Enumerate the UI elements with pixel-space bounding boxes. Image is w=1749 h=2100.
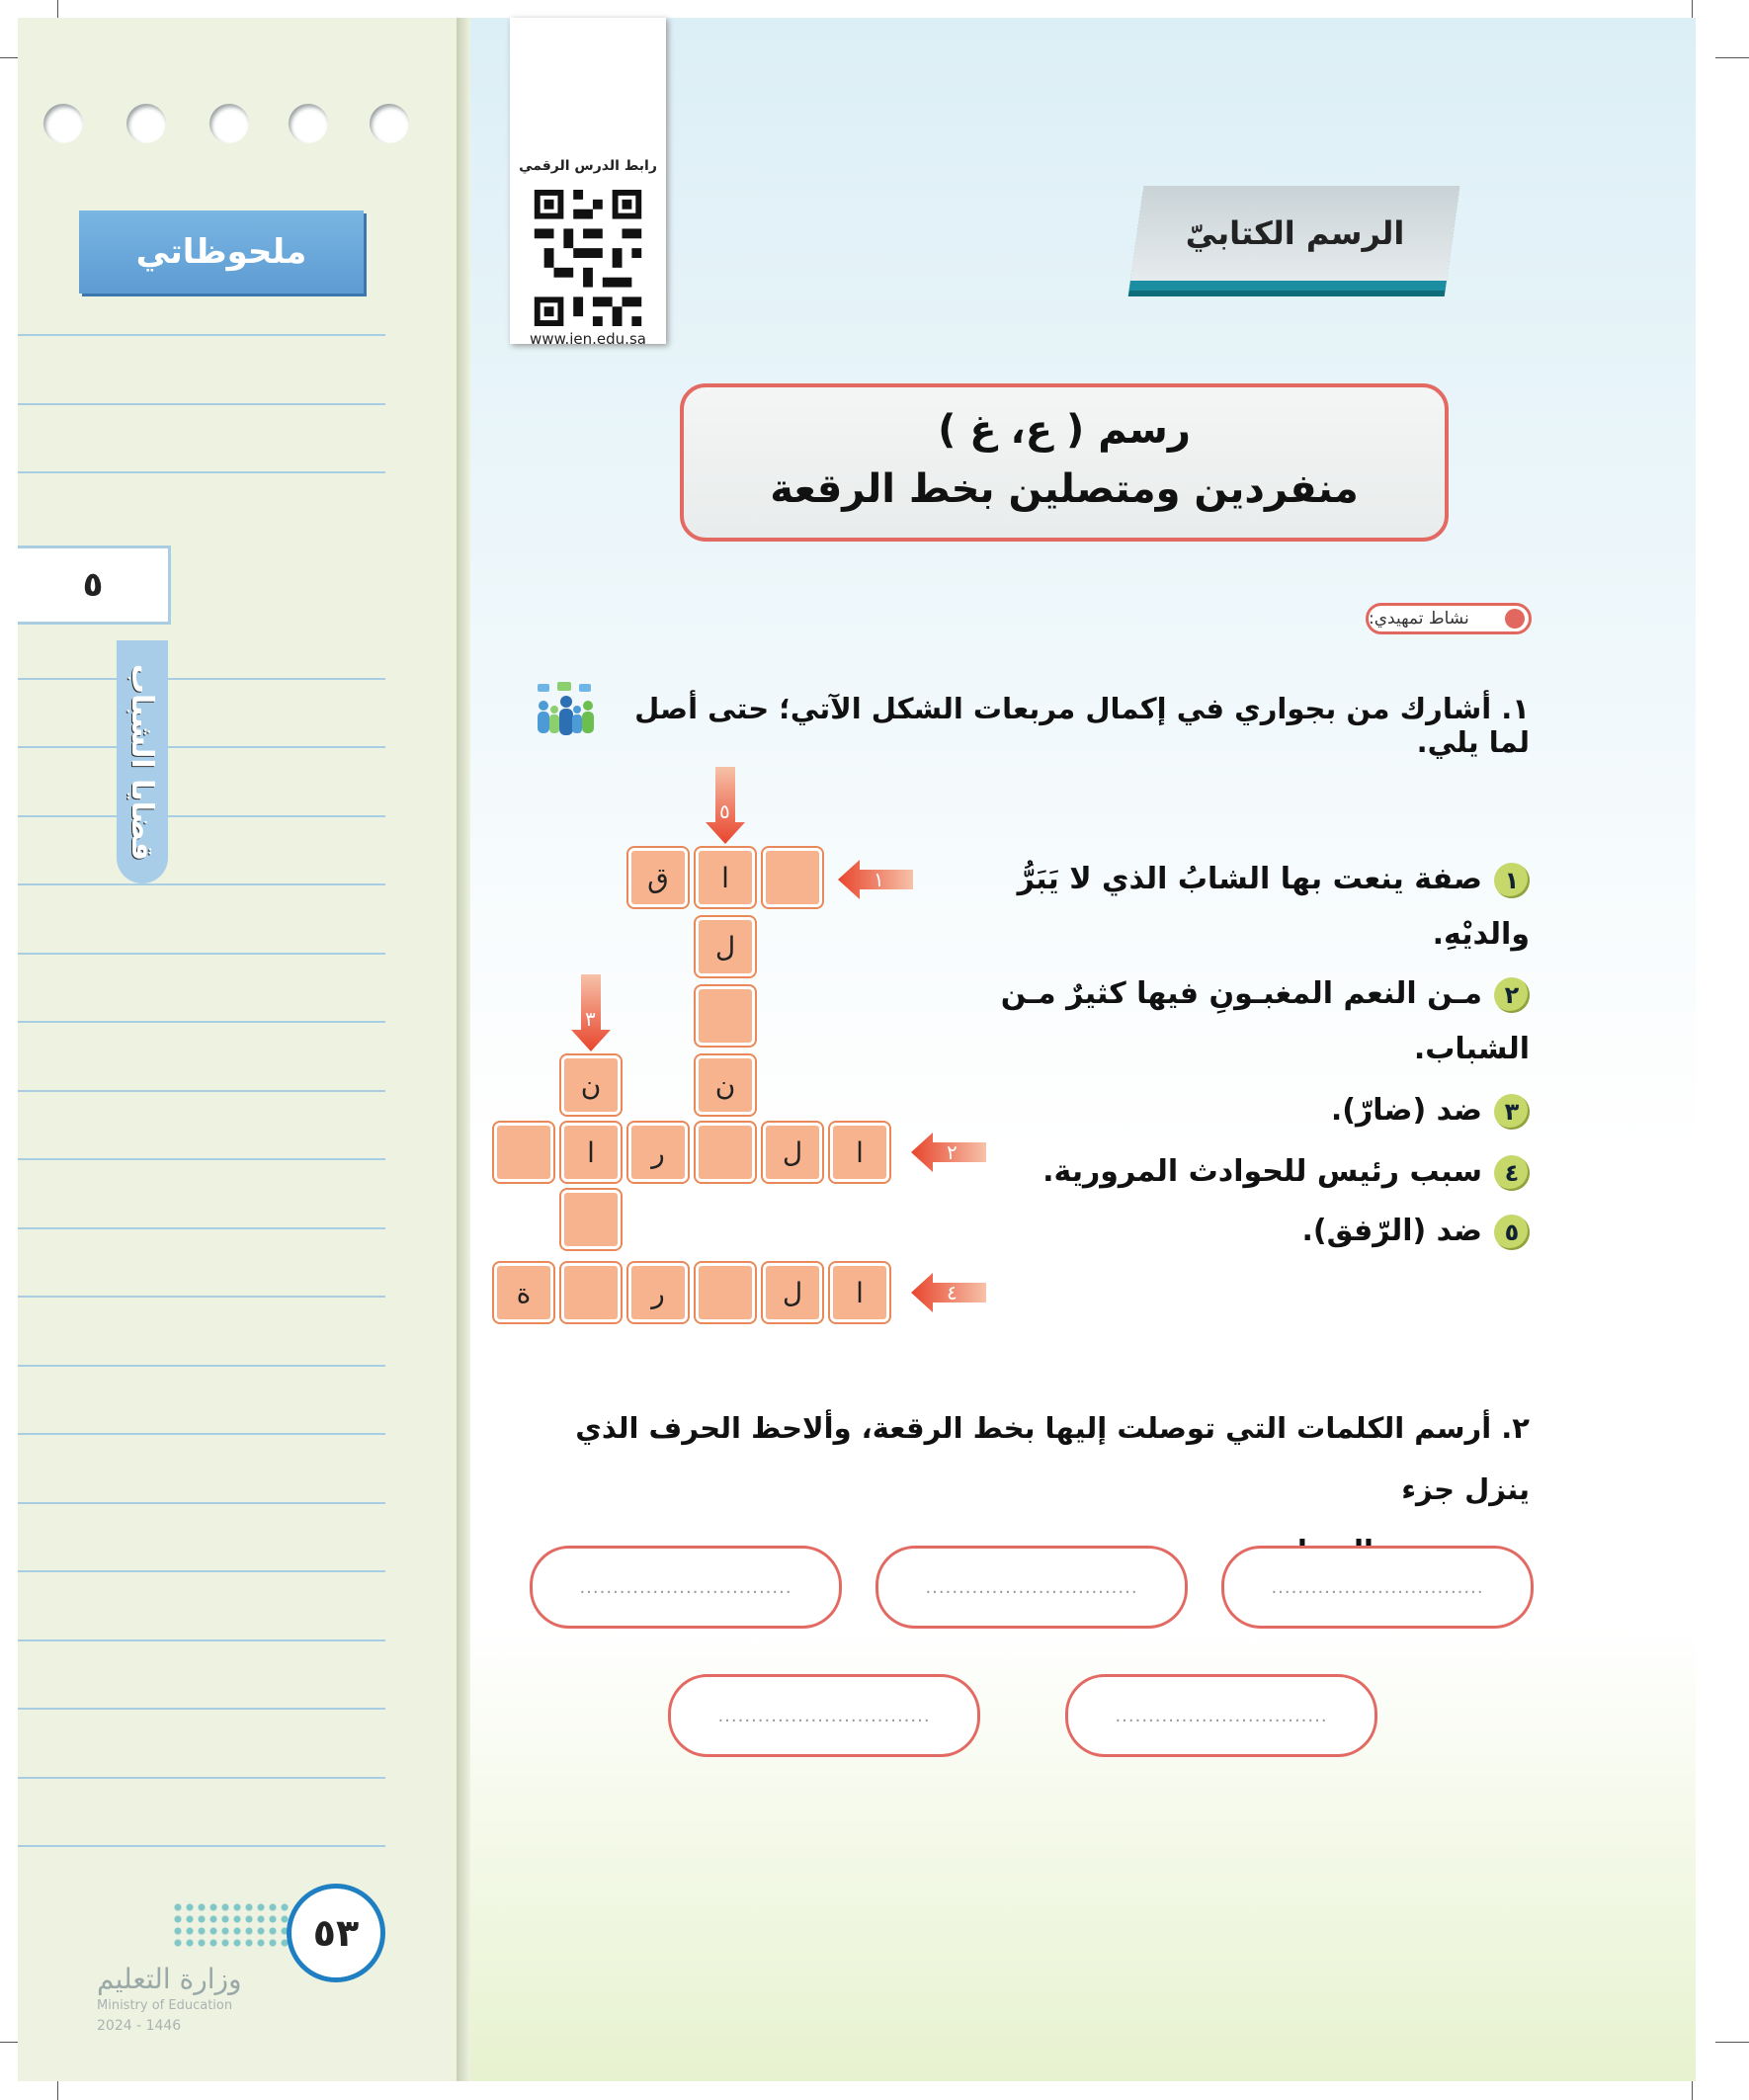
clue-number: ١ bbox=[1494, 863, 1530, 898]
crossword-cell[interactable]: ن bbox=[561, 1055, 621, 1115]
clue-text-cont: والديْهِ. bbox=[1432, 917, 1530, 952]
crossword-cell[interactable]: ا bbox=[696, 848, 755, 907]
clue-number: ٤ bbox=[1494, 1155, 1530, 1191]
crossword-cell[interactable]: ا bbox=[830, 1263, 889, 1322]
ruled-line bbox=[18, 1639, 385, 1641]
ministry-name-ar: وزارة التعليم bbox=[97, 1963, 242, 1995]
arrow-down-icon-3 bbox=[571, 974, 611, 1051]
answer-box-1[interactable]: ................................ bbox=[1221, 1546, 1534, 1629]
ruled-line bbox=[18, 1090, 385, 1092]
arrow-left-icon-4 bbox=[911, 1273, 986, 1312]
answer-box-4[interactable]: ................................ bbox=[1065, 1674, 1377, 1757]
question-2-line1: ٢. أرسم الكلمات التي توصلت إليها بخط الرقعة، وألاحظ الحرف الذي ينزل جزء bbox=[575, 1411, 1530, 1506]
crossword-cell[interactable]: ة bbox=[494, 1263, 553, 1322]
activity-dot-icon bbox=[1505, 609, 1525, 629]
ruled-line bbox=[18, 678, 385, 680]
binder-hole bbox=[209, 104, 249, 143]
ruled-line bbox=[18, 1845, 385, 1847]
ruled-line bbox=[18, 1227, 385, 1229]
section-banner bbox=[1129, 186, 1460, 291]
ministry-name-en: Ministry of Education bbox=[97, 1998, 233, 2013]
ruled-line bbox=[18, 1502, 385, 1504]
clue-text-cont: الشباب. bbox=[1413, 1032, 1530, 1066]
arrow-label-3: ٣ bbox=[585, 1007, 596, 1031]
page-number: ٥٣ bbox=[287, 1884, 385, 1982]
answer-box-3[interactable]: ................................ bbox=[530, 1546, 842, 1629]
notes-edge bbox=[457, 18, 470, 2081]
lesson-title-box bbox=[680, 383, 1449, 542]
answer-box-5[interactable]: ................................ bbox=[668, 1674, 980, 1757]
ruled-line bbox=[18, 1158, 385, 1160]
qr-url[interactable]: www.ien.edu.sa bbox=[530, 330, 646, 348]
ministry-logo-dots bbox=[172, 1901, 291, 1951]
arrow-label-5: ٥ bbox=[719, 799, 730, 823]
clue-text: ضد (الرّفق). bbox=[1301, 1214, 1482, 1248]
binder-hole bbox=[126, 104, 166, 143]
crossword-cell[interactable]: ر bbox=[628, 1263, 688, 1322]
clue-5 bbox=[996, 1204, 1530, 1259]
clue-2 bbox=[996, 966, 1530, 1077]
crossword-cell[interactable]: ر bbox=[628, 1123, 688, 1182]
clue-1 bbox=[996, 852, 1530, 963]
clue-number: ٥ bbox=[1494, 1215, 1530, 1250]
crossword-cell[interactable] bbox=[696, 1263, 755, 1322]
qr-label: رابط الدرس الرقمي bbox=[519, 158, 657, 174]
lesson-title-line1: رسم ( ع، غ ) bbox=[938, 407, 1191, 453]
clue-text: مـن النعم المغبـونِ فيها كثيرٌ مـن bbox=[1000, 976, 1482, 1011]
unit-title-tab bbox=[117, 640, 168, 883]
ruled-line bbox=[18, 1296, 385, 1298]
ruled-line bbox=[18, 1708, 385, 1710]
clue-4 bbox=[996, 1144, 1530, 1200]
activity-text: نشاط تمهيدي: bbox=[1369, 609, 1469, 629]
arrow-label-1: ١ bbox=[874, 868, 884, 891]
ruled-line bbox=[18, 1365, 385, 1367]
arrow-label-2: ٢ bbox=[947, 1140, 958, 1164]
crossword-cell[interactable]: ل bbox=[763, 1123, 822, 1182]
crossword-cell[interactable]: ا bbox=[830, 1123, 889, 1182]
qr-code-icon[interactable] bbox=[534, 190, 642, 326]
ruled-line bbox=[18, 746, 385, 748]
crossword-cell[interactable] bbox=[763, 848, 822, 907]
clue-number: ٢ bbox=[1494, 977, 1530, 1013]
ruled-line bbox=[18, 1777, 385, 1779]
clue-number: ٣ bbox=[1494, 1094, 1530, 1130]
qr-card[interactable] bbox=[510, 18, 666, 348]
ruled-line bbox=[18, 1433, 385, 1435]
clue-text: ضد (ضارّ). bbox=[1330, 1093, 1482, 1128]
crossword-cell[interactable] bbox=[696, 986, 755, 1046]
ruled-line bbox=[18, 1570, 385, 1572]
binder-hole bbox=[289, 104, 328, 143]
arrow-left-icon-1 bbox=[838, 860, 913, 899]
crossword-cell[interactable] bbox=[561, 1263, 621, 1322]
ruled-line bbox=[18, 883, 385, 885]
question-1: ١. أشارك من بجواري في إكمال مربعات الشكل الآتي؛ حتى أصل لما يلي. bbox=[634, 692, 1530, 759]
ruled-line bbox=[18, 403, 385, 405]
crossword-cell[interactable] bbox=[696, 1123, 755, 1182]
section-title: الرسم الكتابيّ bbox=[1185, 214, 1405, 252]
clue-3 bbox=[996, 1083, 1530, 1138]
crossword-cell[interactable]: ق bbox=[628, 848, 688, 907]
ruled-line bbox=[18, 334, 385, 336]
activity-label bbox=[1366, 603, 1532, 634]
answer-box-2[interactable]: ................................ bbox=[875, 1546, 1188, 1629]
crossword-cell[interactable] bbox=[561, 1190, 621, 1249]
ruled-line bbox=[18, 471, 385, 473]
clue-text: سبب رئيس للحوادث المرورية. bbox=[1042, 1154, 1482, 1189]
ministry-year: 2024 - 1446 bbox=[97, 2018, 182, 2034]
binder-hole bbox=[370, 104, 409, 143]
crossword-cell[interactable] bbox=[494, 1123, 553, 1182]
unit-number: ٥ bbox=[18, 546, 171, 625]
ruled-line bbox=[18, 953, 385, 955]
ruled-line bbox=[18, 1021, 385, 1023]
notes-tab bbox=[79, 210, 364, 294]
binder-hole bbox=[43, 104, 83, 143]
arrow-label-4: ٤ bbox=[947, 1281, 958, 1304]
arrow-left-icon-2 bbox=[911, 1133, 986, 1172]
crossword-cell[interactable]: ا bbox=[561, 1123, 621, 1182]
crossword-cell[interactable]: ن bbox=[696, 1055, 755, 1115]
arrow-down-icon-5 bbox=[706, 767, 745, 844]
ruled-line bbox=[18, 815, 385, 817]
notes-tab-label: ملحوظاتي bbox=[135, 232, 307, 272]
lesson-title-line2: منفردين ومتصلين بخط الرقعة bbox=[770, 466, 1359, 512]
crossword-cell[interactable]: ل bbox=[763, 1263, 822, 1322]
clue-text: صفة ينعت بها الشابُ الذي لا يَبَرُّ bbox=[1017, 862, 1482, 896]
unit-title: قضايا الشباب bbox=[125, 663, 160, 861]
group-discussion-icon bbox=[532, 682, 601, 737]
notes-panel bbox=[18, 18, 464, 2081]
crossword-cell[interactable]: ل bbox=[696, 917, 755, 976]
